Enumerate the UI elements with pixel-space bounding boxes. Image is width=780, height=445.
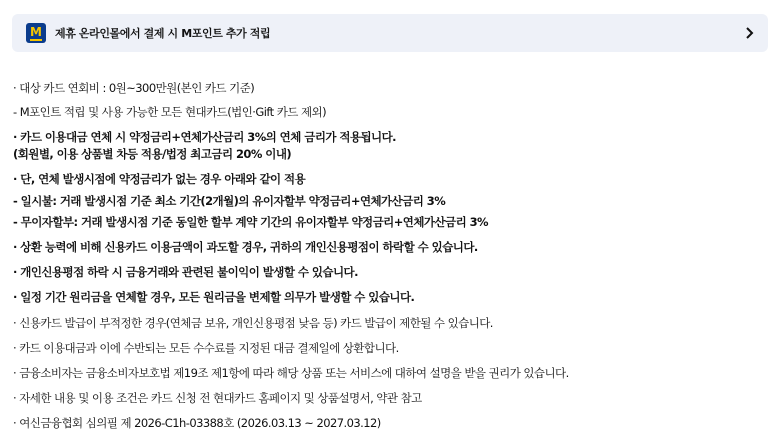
notice-line: · 여신금융협회 심의필 제 2026-C1h-03388호 (2026.03.13 ~ 2027.03.12): [13, 416, 381, 430]
notice-line: · 일정 기간 원리금을 연체할 경우, 모든 원리금을 변제할 의무가 발생할 수 있습니다.: [13, 290, 415, 304]
notice-line: · 자세한 내용 및 이용 조건은 카드 신청 전 현대카드 홈페이지 및 상품설명서, 약관 참고: [13, 391, 422, 405]
m-point-logo-icon: M: [26, 23, 46, 43]
banner-text: 제휴 온라인몰에서 결제 시 M포인트 추가 적립: [55, 27, 271, 40]
notice-line: - M포인트 적립 및 사용 가능한 모든 현대카드(법인·Gift 카드 제외): [13, 105, 327, 119]
notice-line: (회원별, 이용 상품별 차등 적용/법정 최고금리 20% 이내): [13, 147, 292, 161]
notice-line: · 개인신용평점 하락 시 금융거래와 관련된 불이익이 발생할 수 있습니다.: [13, 265, 358, 279]
notice-line: - 일시불: 거래 발생시점 기준 최소 기간(2개월)의 유이자할부 약정금리+연체가산금리 3%: [13, 194, 446, 208]
notice-line: · 금융소비자는 금융소비자보호법 제19조 제1항에 따라 해당 상품 또는 서비스에 대하여 설명을 받을 권리가 있습니다.: [13, 366, 569, 380]
notice-line: · 대상 카드 연회비 : 0원~300만원(본인 카드 기준): [13, 81, 255, 95]
notice-line: - 무이자할부: 거래 발생시점 기준 동일한 할부 계약 기간의 유이자할부 약정금리+연체가산금리 3%: [13, 215, 489, 229]
notice-line: · 단, 연체 발생시점에 약정금리가 없는 경우 아래와 같이 적용: [13, 172, 306, 186]
m-point-promo-banner[interactable]: [12, 14, 768, 52]
notice-line: · 카드 이용대금과 이에 수반되는 모든 수수료를 지정된 대금 결제일에 상환합니다.: [13, 341, 399, 355]
notice-line: · 카드 이용대금 연체 시 약정금리+연체가산금리 3%의 연체 금리가 적용됩니다.: [13, 130, 396, 144]
notice-line: · 상환 능력에 비해 신용카드 이용금액이 과도할 경우, 귀하의 개인신용평점이 하락할 수 있습니다.: [13, 240, 478, 254]
chevron-right-icon[interactable]: [742, 26, 756, 40]
notice-line: · 신용카드 발급이 부적정한 경우(연체금 보유, 개인신용평점 낮음 등) 카드 발급이 제한될 수 있습니다.: [13, 316, 493, 330]
